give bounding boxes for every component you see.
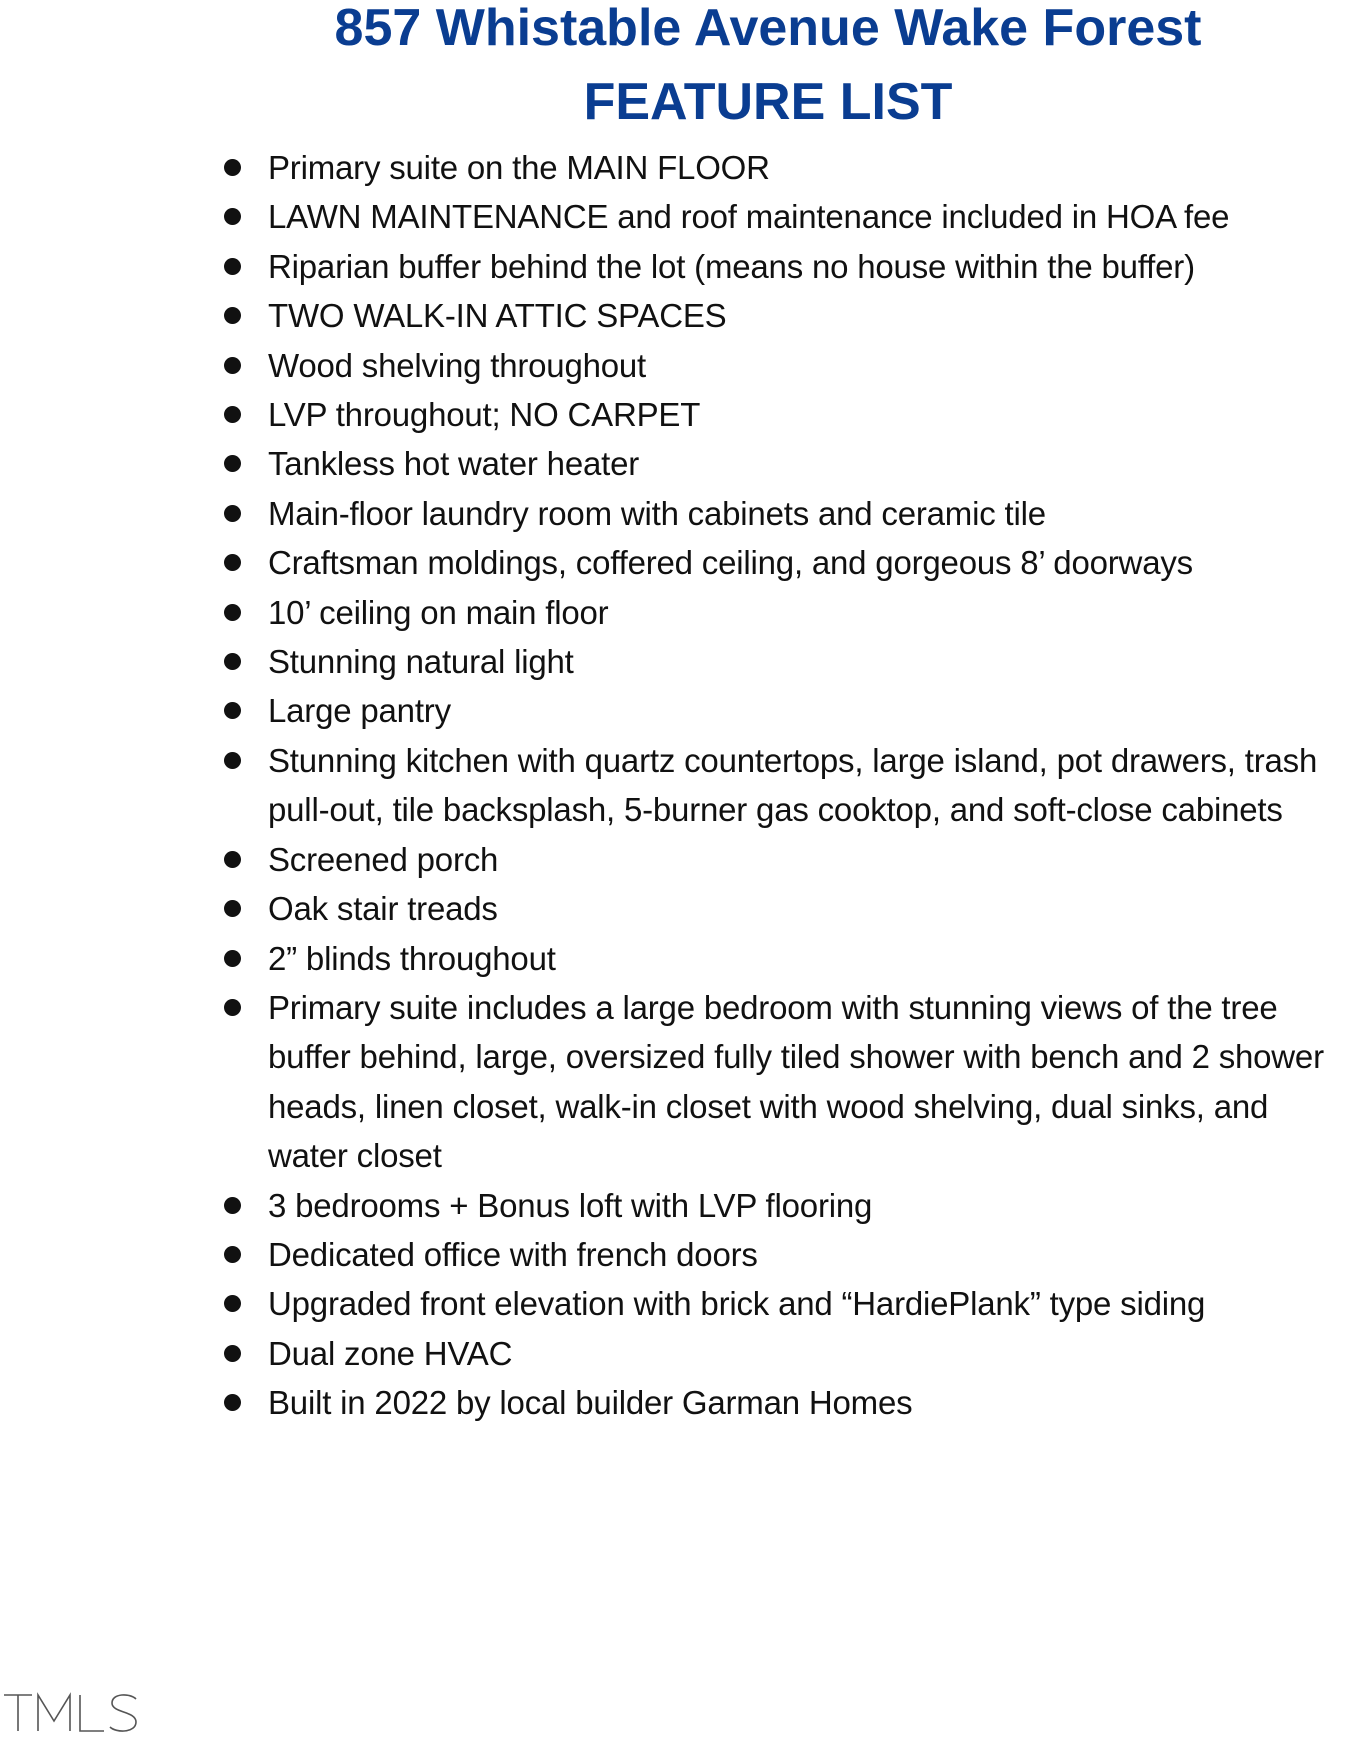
bullet-icon [224,1197,241,1214]
feature-text: Main-floor laundry room with cabinets and ceramic tile [268,494,1046,532]
feature-item [220,242,1348,291]
bullet-icon [224,752,241,769]
bullet-icon [224,1295,241,1312]
page-title: 857 Whistable Avenue Wake Forest [334,0,1202,57]
feature-item [220,192,1348,241]
feature-text: Riparian buffer behind the lot (means no house within the buffer) [268,247,1195,285]
bullet-icon [224,208,241,225]
bullet-icon [224,999,241,1016]
bullet-icon [224,1246,241,1263]
bullet-icon [224,554,241,571]
bullet-icon [224,702,241,719]
bullet-icon [224,900,241,917]
feature-text: Built in 2022 by local builder Garman Homes [268,1384,913,1422]
bullet-icon [224,851,241,868]
bullet-icon [224,258,241,275]
feature-item [220,835,1348,884]
bullet-icon [224,653,241,670]
feature-item [220,588,1348,637]
bullet-icon [224,307,241,324]
feature-text: Craftsman moldings, coffered ceiling, and gorgeous 8’ doorways [268,544,1193,582]
feature-item [220,143,1348,192]
feature-item [220,1181,1348,1230]
bullet-icon [224,455,241,472]
feature-list [220,143,1348,1428]
feature-item [220,736,1348,835]
feature-text: Tankless hot water heater [268,445,640,483]
feature-item [220,686,1348,735]
feature-text: LAWN MAINTENANCE and roof maintenance included in HOA fee [268,198,1230,236]
page-subtitle: FEATURE LIST [583,73,953,131]
feature-item [220,291,1348,340]
feature-item [220,390,1348,439]
feature-item [220,884,1348,933]
feature-item [220,489,1348,538]
feature-item [220,934,1348,983]
feature-text: TWO WALK-IN ATTIC SPACES [268,297,727,335]
feature-item [220,439,1348,488]
feature-text: 10’ ceiling on main floor [268,593,609,631]
feature-item [220,637,1348,686]
feature-text: Upgraded front elevation with brick and “HardiePlank” type siding [268,1285,1206,1323]
bullet-icon [224,406,241,423]
bullet-icon [224,604,241,621]
bullet-icon [224,357,241,374]
bullet-icon [224,1394,241,1411]
feature-text: Primary suite on the MAIN FLOOR [268,149,770,186]
feature-text: Oak stair treads [268,890,498,928]
feature-text: Stunning kitchen with quartz countertops, large island, pot drawers, trash pull-out, tile backsplash, 5-burner gas cooktop, and soft-close cabinets [268,741,1318,829]
feature-text: Wood shelving throughout [268,346,647,384]
feature-item [220,1378,1348,1427]
feature-text: Dual zone HVAC [268,1334,513,1372]
feature-text: 3 bedrooms + Bonus loft with LVP flooring [268,1186,873,1224]
feature-item [220,538,1348,587]
feature-text: LVP throughout; NO CARPET [268,396,701,434]
feature-item [220,1230,1348,1279]
feature-item [220,1279,1348,1328]
feature-text: Primary suite includes a large bedroom with stunning views of the tree buffer behind, large, oversized fully tiled shower with bench and 2 shower heads, linen closet, walk-in closet with wood shelving, dual sinks, and water closet [268,988,1324,1175]
feature-item [220,1329,1348,1378]
feature-item [220,983,1348,1181]
bullet-icon [224,950,241,967]
feature-text: Large pantry [268,692,451,730]
feature-text: Stunning natural light [268,643,574,681]
bullet-icon [224,505,241,522]
feature-text: Dedicated office with french doors [268,1235,758,1273]
feature-text: 2” blinds throughout [268,939,556,977]
tmls-watermark-logo [2,1691,142,1735]
bullet-icon [224,1345,241,1362]
feature-item [220,341,1348,390]
bullet-icon [224,159,241,176]
feature-text: Screened porch [268,840,499,878]
